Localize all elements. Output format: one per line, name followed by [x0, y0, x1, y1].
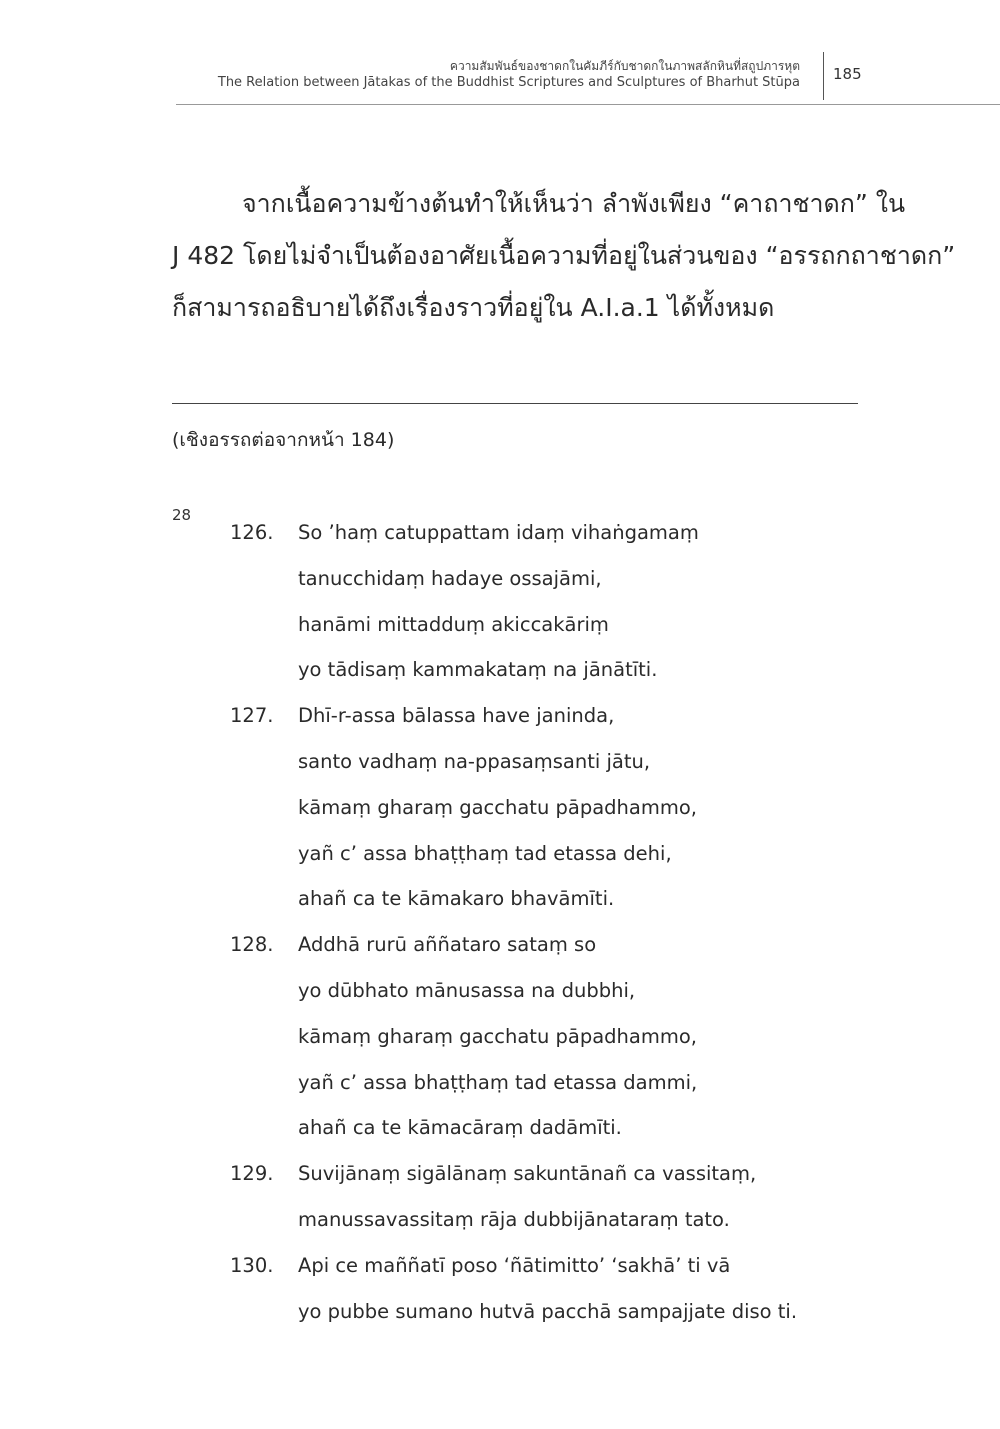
- verse-line: [230, 1151, 870, 1197]
- verse-line: [230, 556, 870, 602]
- verse-text: Dhī-r-assa bālassa have janinda,: [298, 704, 615, 728]
- verse-text: santo vadhaṃ na-ppasaṃsanti jātu,: [298, 749, 651, 773]
- body-paragraph: [172, 178, 956, 334]
- verse-text: hanāmi mittadduṃ akiccakāriṃ: [298, 612, 609, 636]
- verse-text: ahañ ca te kāmakaro bhavāmīti.: [298, 887, 615, 911]
- verse-line: [230, 876, 870, 922]
- verse-line: [230, 602, 870, 648]
- verse-line: [230, 739, 870, 785]
- verse-text: kāmaṃ gharaṃ gacchatu pāpadhammo,: [298, 795, 697, 819]
- verse-line: [230, 831, 870, 877]
- footnote-number: 28: [172, 506, 192, 524]
- verse-text: Addhā rurū aññataro sataṃ so: [298, 933, 597, 957]
- verse-text: yo dūbhato mānusassa na dubbhi,: [298, 978, 636, 1002]
- verse-line: [230, 1243, 870, 1289]
- body-line: จากเนื้อความข้างต้นทำให้เห็นว่า ลำพังเพียง “คาถาชาดก” ใน: [242, 189, 906, 218]
- body-line: J 482 โดยไม่จำเป็นต้องอาศัยเนื้อความที่อยู่ในส่วนของ “อรรถกถาชาดก”: [172, 241, 956, 270]
- verse-text: yo tādisaṃ kammakataṃ na jānātīti.: [298, 658, 658, 682]
- verse-line: [230, 1197, 870, 1243]
- verse-text: Suvijānaṃ sigālānaṃ sakuntānañ ca vassitaṃ,: [298, 1162, 757, 1186]
- verse-line: [230, 1014, 870, 1060]
- body-line: ก็สามารถอธิบายได้ถึงเรื่องราวที่อยู่ใน A.I.a.1 ได้ทั้งหมด: [172, 293, 775, 322]
- header-title-thai: ความสัมพันธ์ของชาดกในคัมภีร์กับชาดกในภาพสลักหินที่สถูปภารหุต: [449, 59, 800, 73]
- header-title-english: The Relation between Jātakas of the Buddhist Scriptures and Sculptures of Bharhut Stūpa: [217, 75, 800, 90]
- verse-line: [230, 647, 870, 693]
- verse-line: [230, 922, 870, 968]
- footnote-rule: [172, 403, 858, 404]
- footnote-verses: [230, 510, 870, 1334]
- verse-number: 129.: [230, 1162, 274, 1186]
- verse-text: yo pubbe sumano hutvā pacchā sampajjate diso ti.: [298, 1299, 798, 1323]
- verse-line: [230, 1105, 870, 1151]
- header-divider-vertical: [823, 52, 824, 100]
- verse-line: [230, 785, 870, 831]
- verse-line: [230, 693, 870, 739]
- verse-line: [230, 968, 870, 1014]
- verse-text: manussavassitaṃ rāja dubbijānataraṃ tato.: [298, 1207, 730, 1231]
- verse-text: Api ce maññatī poso ‘ñātimitto’ ‘sakhā’ ti vā: [298, 1253, 731, 1277]
- verse-text: tanucchidaṃ hadaye ossajāmi,: [298, 566, 602, 590]
- verse-text: ahañ ca te kāmacāraṃ dadāmīti.: [298, 1116, 622, 1140]
- verse-number: 126.: [230, 521, 274, 544]
- verse-text: yañ c’ assa bhaṭṭhaṃ tad etassa dehi,: [298, 841, 672, 865]
- verse-line: [230, 510, 870, 556]
- running-header: [160, 58, 800, 92]
- header-rule: [176, 104, 1000, 105]
- verse-number: 130.: [230, 1253, 274, 1277]
- footnote-continued-label: (เชิงอรรถต่อจากหน้า 184): [172, 429, 395, 451]
- verse-text: So ’haṃ catuppattam idaṃ vihaṅgamaṃ: [298, 521, 699, 544]
- verse-number: 128.: [230, 933, 274, 957]
- verse-line: [230, 1289, 870, 1335]
- verse-text: yañ c’ assa bhaṭṭhaṃ tad etassa dammi,: [298, 1070, 698, 1094]
- page-number: 185: [833, 65, 862, 83]
- verse-line: [230, 1060, 870, 1106]
- verse-text: kāmaṃ gharaṃ gacchatu pāpadhammo,: [298, 1024, 697, 1048]
- verse-number: 127.: [230, 704, 274, 728]
